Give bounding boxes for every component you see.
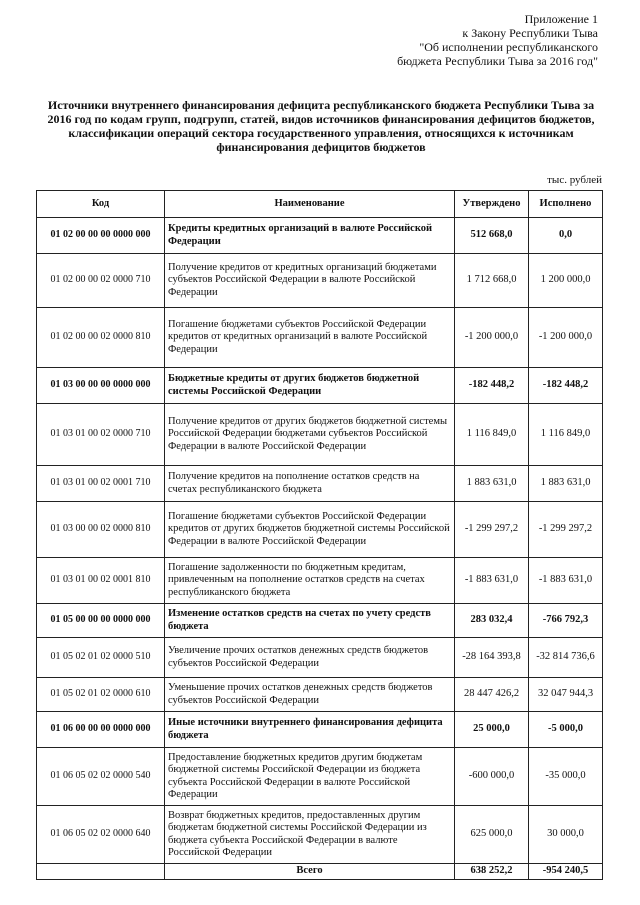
appendix-line: Приложение 1 bbox=[524, 12, 598, 26]
row-name: Предоставление бюджетных кредитов другим бюджетам бюджетной системы Российской Федерации из бюджета субъекта Российской Федерации в валюте Российской Федерации bbox=[165, 748, 455, 806]
table-row bbox=[37, 368, 603, 404]
appendix-note bbox=[397, 12, 598, 68]
row-executed: 1 116 849,0 bbox=[529, 404, 603, 466]
table-header-row bbox=[37, 191, 603, 218]
row-executed: -182 448,2 bbox=[529, 368, 603, 404]
row-approved: -182 448,2 bbox=[455, 368, 529, 404]
total-label: Всего bbox=[165, 864, 455, 880]
table-row bbox=[37, 806, 603, 864]
row-approved: 283 032,4 bbox=[455, 604, 529, 638]
row-executed: -766 792,3 bbox=[529, 604, 603, 638]
header-approved: Утверждено bbox=[455, 191, 529, 218]
row-approved: 1 883 631,0 bbox=[455, 466, 529, 502]
row-name: Возврат бюджетных кредитов, предоставленных другим бюджетам бюджетной системы Российской Федерации из бюджета субъекта Российской Федерации в валюте Российской Федерации bbox=[165, 806, 455, 864]
row-approved: -28 164 393,8 bbox=[455, 638, 529, 678]
row-code: 01 05 00 00 00 0000 000 bbox=[37, 604, 165, 638]
units-label: тыс. рублей bbox=[547, 174, 602, 186]
row-executed: 30 000,0 bbox=[529, 806, 603, 864]
row-executed: -35 000,0 bbox=[529, 748, 603, 806]
row-code: 01 03 01 00 02 0000 710 bbox=[37, 404, 165, 466]
table-row bbox=[37, 466, 603, 502]
total-executed: -954 240,5 bbox=[529, 864, 603, 880]
row-name: Уменьшение прочих остатков денежных средств бюджетов субъектов Российской Федерации bbox=[165, 678, 455, 712]
row-approved: -600 000,0 bbox=[455, 748, 529, 806]
table-row bbox=[37, 218, 603, 254]
header-executed: Исполнено bbox=[529, 191, 603, 218]
row-name: Бюджетные кредиты от других бюджетов бюджетной системы Российской Федерации bbox=[165, 368, 455, 404]
row-code: 01 02 00 00 00 0000 000 bbox=[37, 218, 165, 254]
row-approved: -1 299 297,2 bbox=[455, 502, 529, 558]
row-executed: -1 299 297,2 bbox=[529, 502, 603, 558]
row-code: 01 02 00 00 02 0000 710 bbox=[37, 254, 165, 308]
row-name: Увеличение прочих остатков денежных средств бюджетов субъектов Российской Федерации bbox=[165, 638, 455, 678]
total-code-cell bbox=[37, 864, 165, 880]
row-code: 01 05 02 01 02 0000 610 bbox=[37, 678, 165, 712]
row-code: 01 02 00 00 02 0000 810 bbox=[37, 308, 165, 368]
row-code: 01 06 05 02 02 0000 640 bbox=[37, 806, 165, 864]
row-executed: 1 883 631,0 bbox=[529, 466, 603, 502]
row-executed: 32 047 944,3 bbox=[529, 678, 603, 712]
row-name: Погашение задолженности по бюджетным кредитам, привлеченным на пополнение остатков средств на счетах республиканского бюджета bbox=[165, 558, 455, 604]
table-row bbox=[37, 678, 603, 712]
row-code: 01 03 00 00 02 0000 810 bbox=[37, 502, 165, 558]
appendix-line: к Закону Республики Тыва bbox=[462, 26, 598, 40]
row-name: Изменение остатков средств на счетах по учету средств бюджета bbox=[165, 604, 455, 638]
document-title: Источники внутреннего финансирования дефицита республиканского бюджета Республики Тыва за 2016 год по кодам групп, подгрупп, статей, видов источников финансирования дефицитов бюджетов, классификации операций сектора государственного управления, относящихся к источникам финансирования дефицитов бюджетов bbox=[47, 98, 595, 154]
appendix-line: бюджета Республики Тыва за 2016 год" bbox=[397, 54, 598, 68]
table-row bbox=[37, 604, 603, 638]
table-row bbox=[37, 254, 603, 308]
row-code: 01 03 00 00 00 0000 000 bbox=[37, 368, 165, 404]
table-row bbox=[37, 308, 603, 368]
row-executed: 1 200 000,0 bbox=[529, 254, 603, 308]
row-code: 01 03 01 00 02 0001 710 bbox=[37, 466, 165, 502]
total-approved: 638 252,2 bbox=[455, 864, 529, 880]
row-code: 01 05 02 01 02 0000 510 bbox=[37, 638, 165, 678]
row-approved: 25 000,0 bbox=[455, 712, 529, 748]
row-approved: 625 000,0 bbox=[455, 806, 529, 864]
table-row bbox=[37, 712, 603, 748]
row-approved: 512 668,0 bbox=[455, 218, 529, 254]
row-executed: 0,0 bbox=[529, 218, 603, 254]
table-row bbox=[37, 748, 603, 806]
row-name: Кредиты кредитных организаций в валюте Российской Федерации bbox=[165, 218, 455, 254]
row-approved: -1 200 000,0 bbox=[455, 308, 529, 368]
row-executed: -1 883 631,0 bbox=[529, 558, 603, 604]
table-row bbox=[37, 404, 603, 466]
row-code: 01 06 05 02 02 0000 540 bbox=[37, 748, 165, 806]
row-approved: 1 712 668,0 bbox=[455, 254, 529, 308]
total-row bbox=[37, 864, 603, 880]
financing-table bbox=[36, 190, 603, 880]
row-executed: -1 200 000,0 bbox=[529, 308, 603, 368]
row-name: Погашение бюджетами субъектов Российской Федерации кредитов от других бюджетов бюджетной системы Российской Федерации в валюте Российской Федерации bbox=[165, 502, 455, 558]
row-code: 01 06 00 00 00 0000 000 bbox=[37, 712, 165, 748]
row-name: Получение кредитов от кредитных организаций бюджетами субъектов Российской Федерации в валюте Российской Федерации bbox=[165, 254, 455, 308]
appendix-line: "Об исполнении республиканского bbox=[419, 40, 598, 54]
row-name: Погашение бюджетами субъектов Российской Федерации кредитов от кредитных организаций в валюте Российской Федерации bbox=[165, 308, 455, 368]
row-code: 01 03 01 00 02 0001 810 bbox=[37, 558, 165, 604]
row-approved: -1 883 631,0 bbox=[455, 558, 529, 604]
row-approved: 28 447 426,2 bbox=[455, 678, 529, 712]
row-name: Получение кредитов на пополнение остатков средств на счетах республиканского бюджета bbox=[165, 466, 455, 502]
row-name: Получение кредитов от других бюджетов бюджетной системы Российской Федерации бюджетами субъектов Российской Федерации в валюте Российской Федерации bbox=[165, 404, 455, 466]
row-executed: -32 814 736,6 bbox=[529, 638, 603, 678]
table-row bbox=[37, 558, 603, 604]
row-executed: -5 000,0 bbox=[529, 712, 603, 748]
row-name: Иные источники внутреннего финансирования дефицита бюджета bbox=[165, 712, 455, 748]
header-code: Код bbox=[37, 191, 165, 218]
table-row bbox=[37, 502, 603, 558]
row-approved: 1 116 849,0 bbox=[455, 404, 529, 466]
header-name: Наименование bbox=[165, 191, 455, 218]
table-row bbox=[37, 638, 603, 678]
